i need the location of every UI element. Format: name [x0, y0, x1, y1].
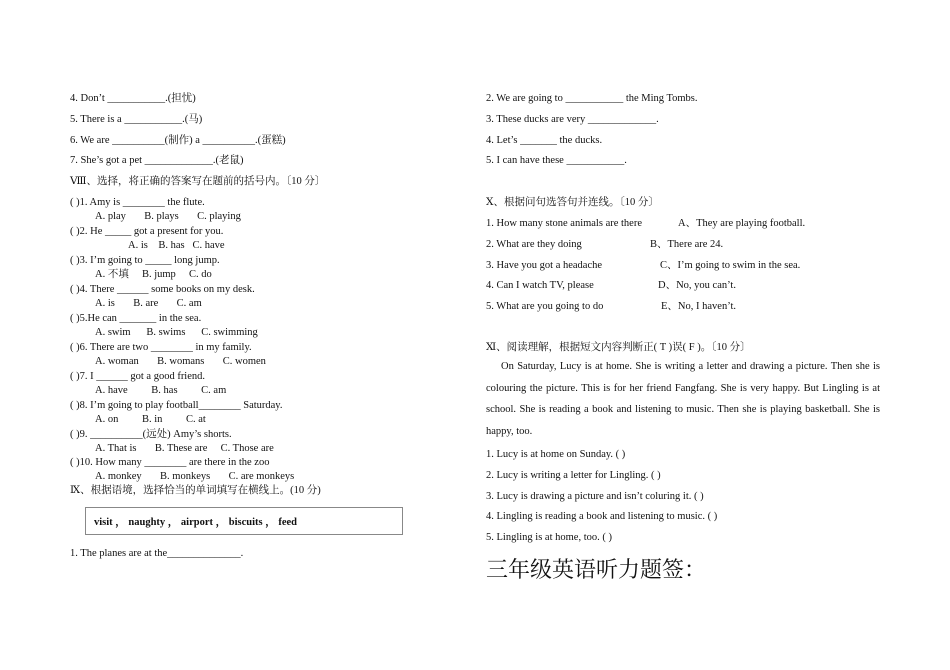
- fill-item: 7. She’s got a pet _____________.(老鼠): [70, 155, 244, 166]
- fill-item: 5. I can have these ___________.: [486, 155, 627, 166]
- option-a: A. is: [128, 240, 148, 251]
- match-question: 2. What are they doing: [486, 239, 582, 250]
- option-b: B. in: [141, 414, 163, 425]
- option-b: B. womans: [157, 356, 205, 367]
- option-c: C. am: [176, 298, 202, 309]
- option-b: B. monkeys: [160, 471, 211, 482]
- choice-options-1: [95, 210, 241, 223]
- choice-question-6: ( )6. There are two ________ in my family.: [70, 342, 252, 353]
- option-c: C. am: [201, 385, 227, 396]
- fill-item: 6. We are __________(制作) a __________.(蛋糕): [70, 135, 286, 146]
- judge-item: 1. Lucy is at home on Sunday. ( ): [486, 449, 626, 460]
- choice-options-9: [95, 442, 274, 455]
- choice-question-1: ( )1. Amy is ________ the flute.: [70, 197, 205, 208]
- section-10-title: Ⅹ、根据问句选答句并连线。〔10 分〕: [486, 197, 659, 208]
- choice-options-3: [95, 268, 212, 281]
- option-b: B. swims: [146, 327, 186, 338]
- option-c: C. women: [222, 356, 266, 367]
- fill-item: 3. These ducks are very _____________.: [486, 114, 659, 125]
- choice-question-7: ( )7. I ______ got a good friend.: [70, 371, 206, 382]
- judge-item: 3. Lucy is drawing a picture and isn’t coluring it. ( ): [486, 491, 704, 502]
- option-a: A. That is: [95, 443, 137, 454]
- section-9-title: Ⅸ、根据语境，选择恰当的单词填写在横线上。(10 分): [70, 485, 321, 496]
- option-a: A. on: [95, 414, 119, 425]
- option-c: C. have: [192, 240, 225, 251]
- listening-title: 三年级英语听力题签：: [486, 558, 707, 583]
- choice-question-9: ( )9. __________(远处) Amy’s shorts.: [70, 429, 232, 440]
- option-c: C. are monkeys: [228, 471, 295, 482]
- option-a: A. woman: [95, 356, 139, 367]
- option-a: A. is: [95, 298, 115, 309]
- option-a: A. 不填: [95, 269, 129, 280]
- judge-item: 4. Lingling is reading a book and listening to music. ( ): [486, 511, 718, 522]
- choice-options-4: [95, 297, 202, 310]
- option-c: C. at: [186, 414, 206, 425]
- match-answer: C、I’m going to swim in the sea.: [660, 260, 801, 271]
- option-a: A. have: [95, 385, 128, 396]
- option-c: C. playing: [197, 211, 241, 222]
- option-b: B. has: [151, 385, 178, 396]
- choice-options-6: [95, 355, 266, 368]
- match-question: 5. What are you going to do: [486, 301, 604, 312]
- match-answer: B、There are 24.: [650, 239, 724, 250]
- choice-options-2: [128, 239, 225, 252]
- match-answer: D、No, you can’t.: [658, 280, 736, 291]
- option-a: A. play: [95, 211, 126, 222]
- option-a: A. monkey: [95, 471, 142, 482]
- fill-item: 5. There is a ___________.(马): [70, 114, 203, 125]
- fill-item: 2. We are going to ___________ the Ming Tombs.: [486, 93, 698, 104]
- choice-options-8: [95, 413, 206, 426]
- match-answer: E、No, I haven’t.: [661, 301, 737, 312]
- fill-item: 4. Don’t ___________.(担忧): [70, 93, 196, 104]
- reading-passage: On Saturday, Lucy is at home. She is writing a letter and drawing a picture. Then she is colouring the picture. This is for her friend Fangfang. She is very happy. But Lingling is at school. She is reading a book and listening to music. Then she is playing basketball. She is happy, too.: [486, 361, 880, 437]
- choice-question-10: ( )10. How many ________ are there in the zoo: [70, 457, 270, 468]
- judge-item: 5. Lingling is at home, too. ( ): [486, 532, 612, 543]
- word-bank: visit ， naughty ， airport ， biscuits ， feed: [94, 517, 298, 528]
- option-b: B. jump: [141, 269, 176, 280]
- section-8-title: Ⅷ、选择，将正确的答案写在题前的括号内。〔10 分〕: [70, 176, 326, 187]
- option-b: B. These are: [154, 443, 208, 454]
- option-b: B. has: [158, 240, 185, 251]
- section-11-title: Ⅺ、阅读理解，根据短文内容判断正( T )误( F )。〔10 分〕: [486, 342, 751, 353]
- match-question: 1. How many stone animals are there: [486, 218, 642, 229]
- choice-question-8: ( )8. I’m going to play football________ Saturday.: [70, 400, 283, 411]
- match-answer: A、They are playing football.: [678, 218, 806, 229]
- judge-item: 2. Lucy is writing a letter for Lingling. ( ): [486, 470, 661, 481]
- option-a: A. swim: [95, 327, 131, 338]
- match-question: 3. Have you got a headache: [486, 260, 603, 271]
- fill-item: 4. Let’s _______ the ducks.: [486, 135, 603, 146]
- option-b: B. are: [133, 298, 159, 309]
- choice-question-5: ( )5.He can _______ in the sea.: [70, 313, 202, 324]
- match-question: 4. Can I watch TV, please: [486, 280, 594, 291]
- choice-options-5: [95, 326, 258, 339]
- choice-question-3: ( )3. I’m going to _____ long jump.: [70, 255, 220, 266]
- choice-question-4: ( )4. There ______ some books on my desk.: [70, 284, 255, 295]
- choice-question-2: ( )2. He _____ got a present for you.: [70, 226, 224, 237]
- option-b: B. plays: [144, 211, 179, 222]
- section-9-item-1: 1. The planes are at the______________.: [70, 548, 244, 559]
- option-c: C. swimming: [201, 327, 258, 338]
- choice-options-10: [95, 470, 294, 483]
- word-bank-box: [85, 507, 403, 535]
- choice-options-7: [95, 384, 226, 397]
- option-c: C. Those are: [220, 443, 274, 454]
- option-c: C. do: [188, 269, 212, 280]
